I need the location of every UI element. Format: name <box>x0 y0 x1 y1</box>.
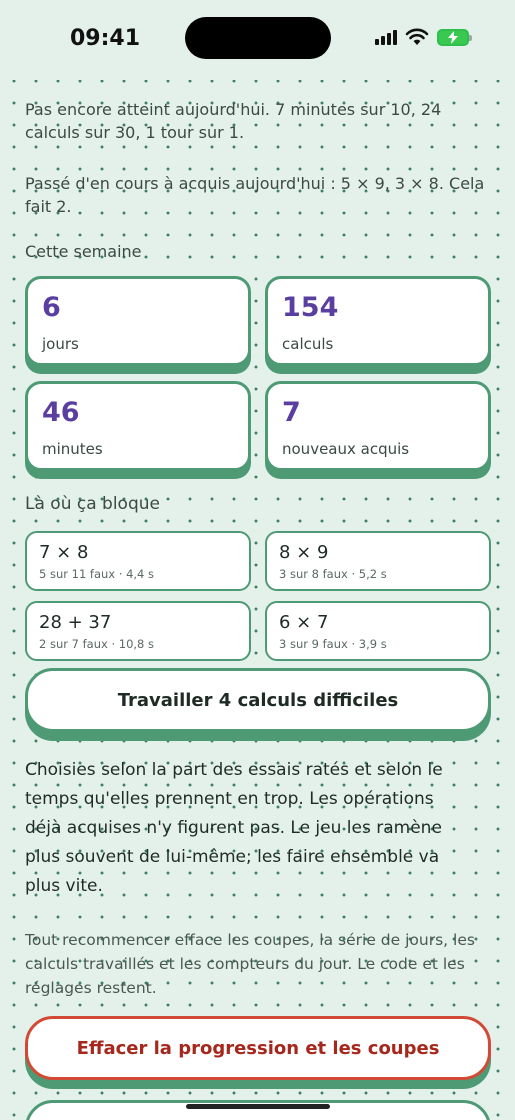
status-icons <box>375 28 469 46</box>
stat-label: minutes <box>42 440 103 458</box>
stat-value: 154 <box>282 292 339 323</box>
home-indicator <box>186 1104 330 1109</box>
operation-stats: 3 sur 9 faux · 3,9 s <box>279 637 387 651</box>
reset-warning-text: Tout recommencer efface les coupes, la série de jours, les calculs travaillés et les compteurs du jour. Le code et les réglages restent. <box>25 931 475 997</box>
stat-value: 6 <box>42 292 61 323</box>
difficult-operation-card <box>25 531 251 591</box>
operation-label: 28 + 37 <box>39 612 112 633</box>
erase-progress-button[interactable]: Effacer la progression et les coupes <box>25 1016 491 1080</box>
wifi-icon <box>405 28 429 46</box>
operation-label: 6 × 7 <box>279 612 329 633</box>
operation-stats: 5 sur 11 faux · 4,4 s <box>39 567 155 581</box>
acquired-today-text: Passé d'en cours à acquis aujourd'hui : 5 × 9, 3 × 8. Cela fait 2. <box>25 174 485 216</box>
blocking-section-label: Là où ça bloque <box>25 494 160 514</box>
next-button-partial[interactable] <box>25 1100 491 1120</box>
stat-value: 7 <box>282 397 301 428</box>
status-bar <box>0 0 515 80</box>
stat-label: calculs <box>282 335 334 353</box>
stat-label: nouveaux acquis <box>282 440 410 458</box>
stat-value: 46 <box>42 397 80 428</box>
dynamic-island <box>185 17 331 59</box>
operation-label: 8 × 9 <box>279 542 329 563</box>
operation-stats: 3 sur 8 faux · 5,2 s <box>279 567 387 581</box>
stat-card-new-acquired <box>265 381 491 471</box>
stat-label: jours <box>42 335 79 353</box>
stat-card-minutes <box>25 381 251 471</box>
stat-card-calculations <box>265 276 491 366</box>
selection-explanation: Choisies selon la part des essais ratés et selon le temps qu'elles prennent en trop. Les opérations déjà acquises n'y figurent pas. Le jeu les ramène plus souvent de lui-même; les faire ensemble va plus vite. <box>25 760 443 896</box>
difficult-operation-card <box>265 601 491 661</box>
difficult-operation-card <box>25 601 251 661</box>
stat-card-days <box>25 276 251 366</box>
operation-stats: 2 sur 7 faux · 10,8 s <box>39 637 155 651</box>
operation-label: 7 × 8 <box>39 542 89 563</box>
cellular-signal-icon <box>375 29 397 45</box>
difficult-operation-card <box>265 531 491 591</box>
train-difficult-button[interactable]: Travailler 4 calculs difficiles <box>25 668 491 732</box>
daily-goal-text: Pas encore atteint aujourd'hui. 7 minutes sur 10, 24 calculs sur 30, 1 tour sur 1. <box>25 100 442 142</box>
status-time: 09:41 <box>70 26 141 51</box>
week-section-label: Cette semaine <box>25 242 142 261</box>
battery-charging-icon <box>437 29 469 46</box>
